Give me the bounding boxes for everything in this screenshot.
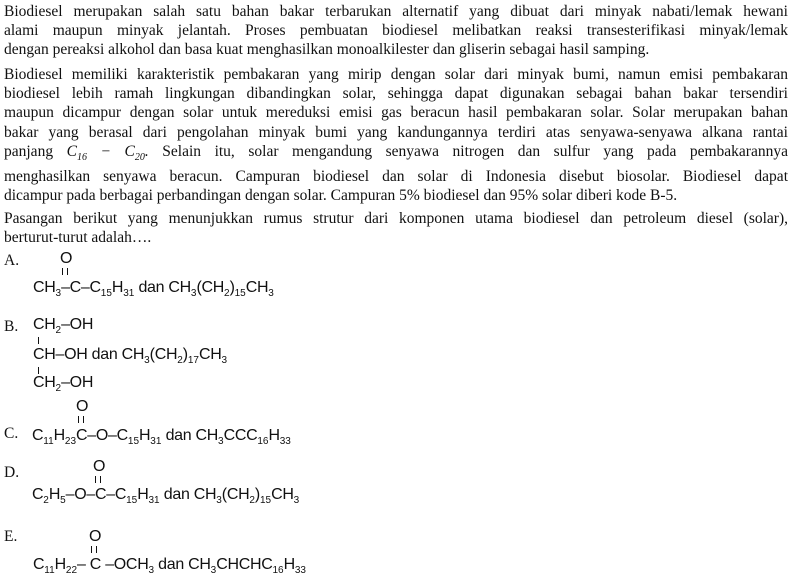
- option-c-letter[interactable]: C.: [4, 425, 19, 442]
- double-bond-mark: [95, 476, 101, 483]
- text-line: menghasilkan senyawa beracun. Campuran biodiesel dan solar di Indonesia disebut biosolar. Biodiesel dapat: [4, 168, 788, 186]
- paragraph-intro: [4, 2, 788, 60]
- text-line: Pasangan berikut yang menunjukkan rumus strutur dari komponen utama biodiesel dan petroleum diesel (solar),: [4, 210, 788, 227]
- single-bond-mark: [38, 367, 39, 374]
- carbonyl-oxygen: O: [60, 250, 73, 267]
- option-e-letter[interactable]: E.: [4, 528, 18, 545]
- double-bond-mark: [62, 268, 68, 275]
- double-bond-mark: [91, 546, 97, 553]
- text-fragment: panjang: [4, 142, 54, 160]
- text-line: dicampur pada berbagai perbandingan dengan solar. Campuran 5% biodiesel dan 95% solar diberi kode B-5.: [4, 187, 678, 205]
- text-line: biodiesel lebih ramah lingkungan dibandingkan solar, sehingga dapat digunakan sebagai bahan bakar tersendiri: [4, 85, 788, 103]
- option-c-formula[interactable]: $C_{11}H_{23}C-O-C_{15}H_{31}$ dan $CH_3CCC_{16}H_{33}$: [32, 427, 291, 447]
- text-line: dengan pereaksi alkohol dan basa kuat menghasilkan monoalkilester dan gliserin sebagai hasil samping.: [4, 41, 650, 59]
- paragraph-characteristics: [4, 65, 788, 206]
- carbonyl-oxygen: O: [93, 458, 106, 475]
- carbonyl-oxygen: O: [76, 398, 89, 415]
- option-a-letter[interactable]: A.: [4, 252, 20, 269]
- text-line: Biodiesel merupakan salah satu bahan bakar terbarukan alternatif yang dibuat dari minyak nabati/lemak hewani: [4, 3, 788, 20]
- text-line: maupun dicampur dengan solar untuk mereduksi emisi gas beracun hasil pembakaran solar. Solar merupakan bahan: [4, 104, 788, 122]
- option-b-letter[interactable]: B.: [4, 318, 19, 335]
- single-bond-mark: [38, 337, 39, 344]
- chain-length-math: $C_{16} - C_{20}$.: [66, 142, 149, 163]
- option-d-formula[interactable]: $C_2H_5-O-C-C_{15}H_{31}$ dan $CH_3(CH_2)_{15}CH_3$: [32, 486, 300, 506]
- text-line: bakar yang berasal dari pengolahan minyak bumi yang kandungannya terdiri atas senyawa-senyawa alkana rantai: [4, 123, 788, 141]
- option-b-formula-line1[interactable]: $CH_2-OH$: [33, 316, 94, 336]
- option-b-formula-line2[interactable]: CH–OH dan $CH_3(CH_2)_{17}CH_3$: [33, 346, 228, 366]
- text-line: Biodiesel memiliki karakteristik pembakaran yang mirip dengan solar dari minyak bumi, namun emisi pembakaran: [4, 66, 788, 83]
- text-line: alami maupun minyak jelantah. Proses pembuatan biodiesel melibatkan reaksi transesterifikasi minyak/lemak: [4, 22, 788, 40]
- text-fragment: Selain itu, solar mengandung senyawa nitrogen dan sulfur yang pada pembakarannya: [162, 142, 788, 160]
- option-a-formula[interactable]: $CH_3-C-C_{15}H_{31}$ dan $CH_3(CH_2)_{15}CH_3$: [33, 279, 274, 299]
- text-line: berturut-turut adalah….: [4, 229, 152, 247]
- option-d-letter[interactable]: D.: [4, 464, 20, 481]
- option-e-formula[interactable]: $C_{11}H_{22}-$ C $-OCH_3$ dan $CH_3CHCHC_{16}H_{33}$: [33, 556, 306, 576]
- carbonyl-oxygen: O: [89, 528, 102, 545]
- text-line-math: [4, 142, 788, 167]
- double-bond-mark: [78, 416, 84, 423]
- paragraph-question: [4, 209, 788, 247]
- option-b-formula-line3[interactable]: $CH_2-OH$: [33, 374, 94, 394]
